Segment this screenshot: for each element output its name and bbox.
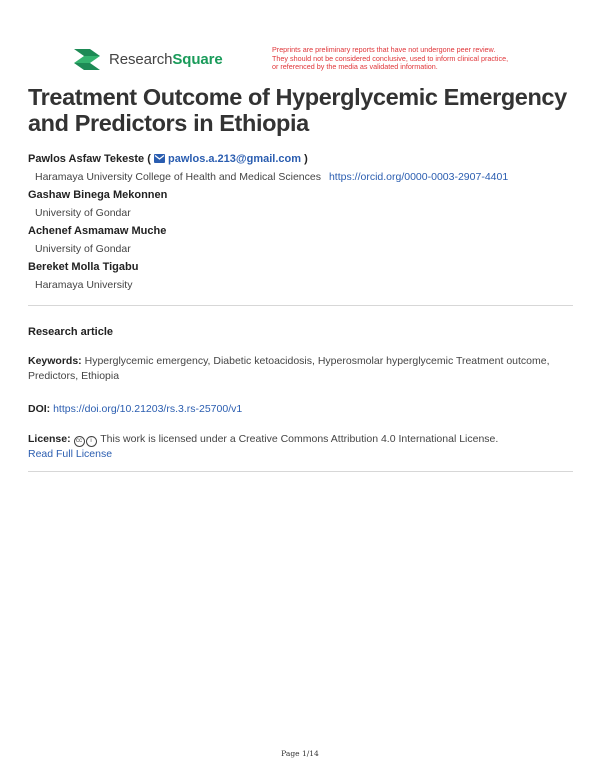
author-entry: Gashaw Binega Mekonnen xyxy=(28,189,168,201)
author-affiliation: Haramaya University xyxy=(35,279,133,291)
author-email-link[interactable]: pawlos.a.213@gmail.com xyxy=(168,153,302,165)
author-email-wrap xyxy=(147,153,308,165)
article-type: Research article xyxy=(28,326,113,338)
envelope-icon xyxy=(154,154,165,163)
notice-line: They should not be considered conclusive, used to inform clinical practice, xyxy=(272,53,509,63)
keywords-block xyxy=(28,354,568,384)
research-square-logo-icon xyxy=(72,47,102,71)
doi-block xyxy=(28,402,568,417)
read-full-license-link[interactable]: Read Full License xyxy=(28,448,113,460)
logo-word-square: Square xyxy=(172,50,223,68)
keywords-label: Keywords: xyxy=(28,355,82,367)
author-entry: Bereket Molla Tigabu xyxy=(28,261,139,273)
divider xyxy=(28,305,573,306)
keywords-text: Hyperglycemic emergency, Diabetic ketoacidosis, Hyperosmolar hyperglycemic Treatment outcome, Predictors, Ethiopia xyxy=(28,355,550,382)
affiliation-text: Haramaya University College of Health and Medical Sciences xyxy=(35,171,321,183)
email-open-paren: ( xyxy=(147,153,151,165)
creative-commons-icon: cc xyxy=(74,436,85,447)
license-text: This work is licensed under a Creative Commons Attribution 4.0 International License. xyxy=(100,433,499,445)
notice-line: Preprints are preliminary reports that have not undergone peer review. xyxy=(272,45,496,54)
author-name: Pawlos Asfaw Tekeste xyxy=(28,153,145,165)
doi-label: DOI: xyxy=(28,403,51,415)
notice-line: or referenced by the media as validated information. xyxy=(272,62,438,72)
divider xyxy=(28,471,573,472)
author-entry: Achenef Asmamaw Muche xyxy=(28,225,167,237)
page-number: Page 1/14 xyxy=(281,749,319,758)
attribution-icon: i xyxy=(86,436,97,447)
logo-word-research: Research xyxy=(109,50,173,68)
author-affiliation: University of Gondar xyxy=(35,207,131,219)
logo-text xyxy=(109,51,223,68)
preprint-notice xyxy=(272,46,542,72)
author-entry xyxy=(28,152,588,167)
research-square-logo[interactable] xyxy=(72,47,223,71)
license-block xyxy=(28,432,568,462)
author-affiliation xyxy=(35,170,588,185)
author-affiliation: University of Gondar xyxy=(35,243,131,255)
orcid-link[interactable]: https://orcid.org/0000-0003-2907-4401 xyxy=(328,171,509,183)
article-title: Treatment Outcome of Hyperglycemic Emergency and Predictors in Ethiopia xyxy=(28,84,567,136)
email-close-paren: ) xyxy=(304,153,308,165)
license-label: License: xyxy=(28,433,71,445)
author-list xyxy=(28,152,588,293)
doi-link[interactable]: https://doi.org/10.21203/rs.3.rs-25700/v1 xyxy=(53,403,243,415)
